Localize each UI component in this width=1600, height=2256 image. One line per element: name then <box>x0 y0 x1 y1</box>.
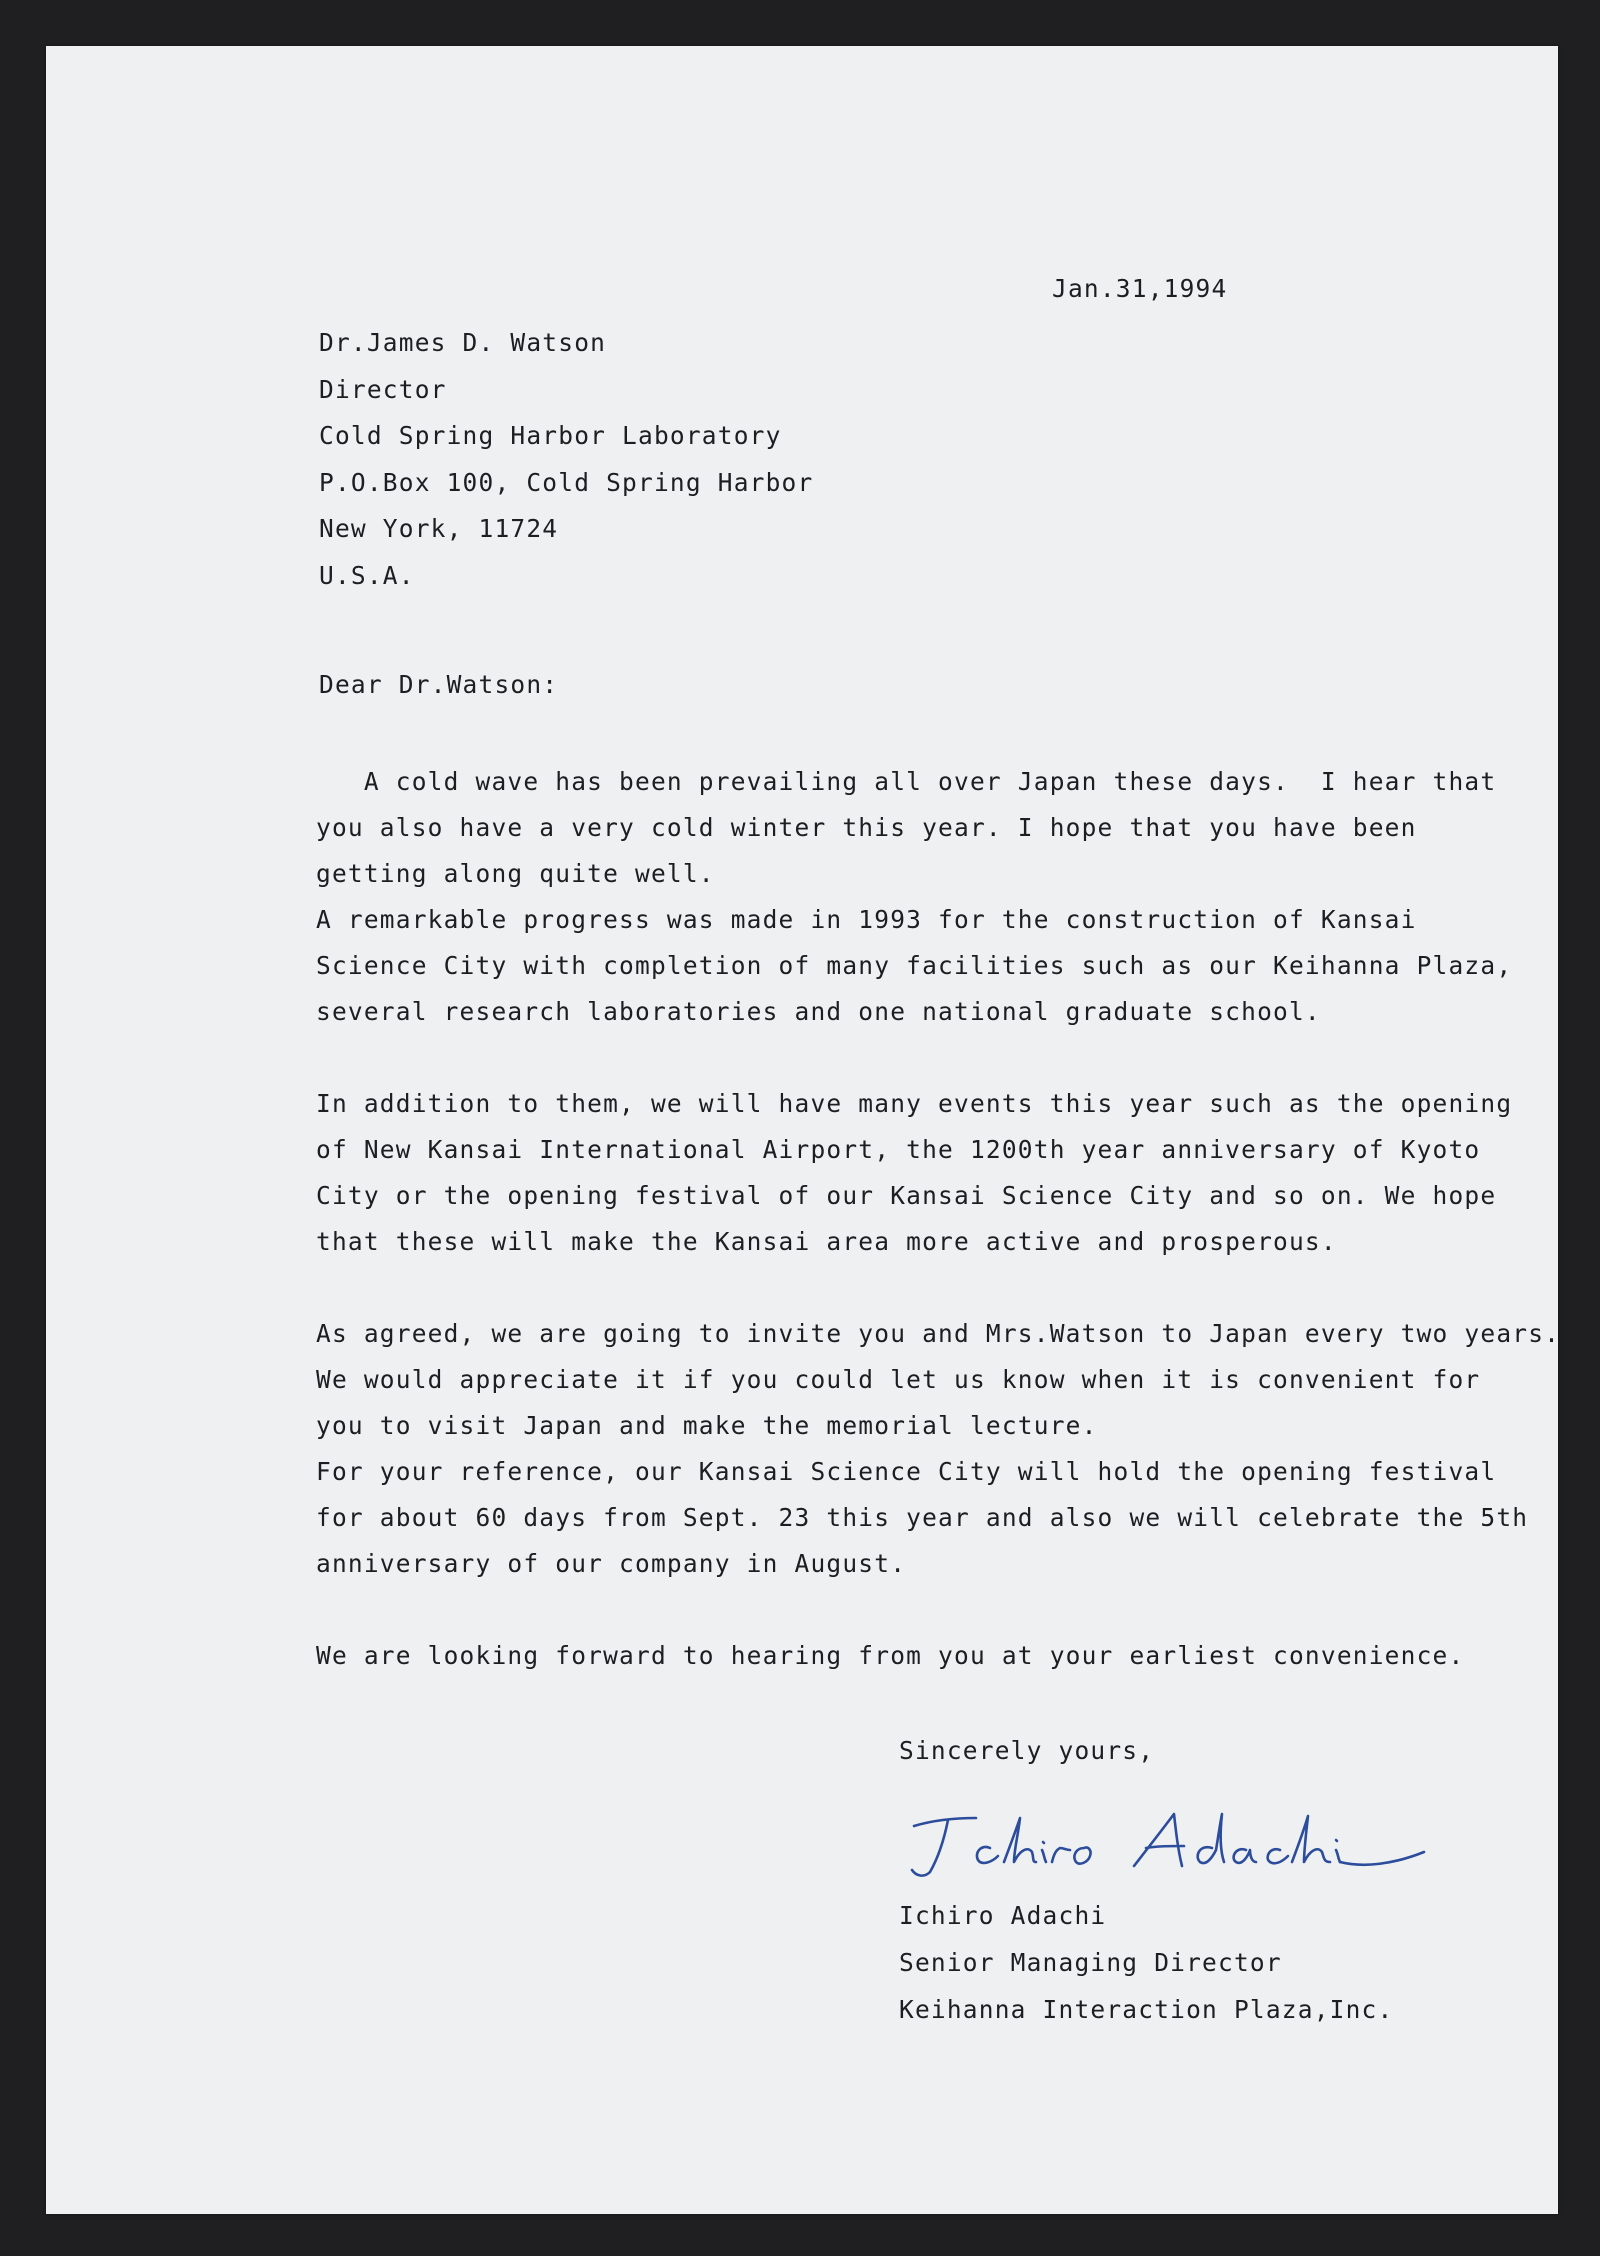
body-line: several research laboratories and one national graduate school. <box>316 997 1321 1026</box>
handwritten-signature <box>894 1802 1454 1892</box>
body-line: that these will make the Kansai area more active and prosperous. <box>316 1227 1337 1256</box>
signatory-company: Keihanna Interaction Plaza,Inc. <box>899 1995 1394 2024</box>
recipient-line: New York, 11724 <box>319 514 559 543</box>
letter-body <box>316 759 1560 1725</box>
recipient-address <box>319 320 813 599</box>
letter-date: Jan.31,1994 <box>1052 274 1228 303</box>
body-line: A cold wave has been prevailing all over Japan these days. I hear that <box>316 767 1497 796</box>
closing: Sincerely yours, <box>899 1736 1155 1765</box>
letter-page <box>46 46 1561 2214</box>
body-line: getting along quite well. <box>316 859 715 888</box>
body-line: For your reference, our Kansai Science City will hold the opening festival <box>316 1457 1497 1486</box>
body-line: We are looking forward to hearing from you at your earliest convenience. <box>316 1641 1465 1670</box>
body-line: We would appreciate it if you could let us know when it is convenient for <box>316 1365 1481 1394</box>
body-line: for about 60 days from Sept. 23 this year and also we will celebrate the 5th <box>316 1503 1529 1532</box>
recipient-line: Dr.James D. Watson <box>319 328 607 357</box>
salutation: Dear Dr.Watson: <box>319 670 559 699</box>
recipient-line: Director <box>319 374 447 404</box>
signatory-title: Senior Managing Director <box>899 1948 1282 1977</box>
body-line: you also have a very cold winter this year. I hope that you have been <box>316 813 1417 842</box>
paragraph <box>316 1311 1560 1587</box>
paragraph <box>316 1081 1560 1265</box>
body-line: In addition to them, we will have many events this year such as the opening <box>316 1089 1513 1118</box>
recipient-line: Cold Spring Harbor Laboratory <box>319 421 782 450</box>
body-line: Science City with completion of many facilities such as our Keihanna Plaza, <box>316 951 1513 980</box>
body-line: As agreed, we are going to invite you and Mrs.Watson to Japan every two years. <box>316 1319 1561 1348</box>
body-line: A remarkable progress was made in 1993 for the construction of Kansai <box>316 905 1417 934</box>
paragraph <box>316 759 1560 1035</box>
body-line: anniversary of our company in August. <box>316 1549 907 1578</box>
body-line: you to visit Japan and make the memorial lecture. <box>316 1411 1098 1440</box>
body-line: City or the opening festival of our Kansai Science City and so on. We hope <box>316 1181 1497 1210</box>
recipient-line: U.S.A. <box>319 560 415 590</box>
signatory-name: Ichiro Adachi <box>899 1901 1107 1930</box>
body-line: of New Kansai International Airport, the 1200th year anniversary of Kyoto <box>316 1135 1481 1164</box>
recipient-line: P.O.Box 100, Cold Spring Harbor <box>319 467 814 497</box>
paragraph <box>316 1633 1560 1679</box>
signature-block <box>899 1892 1393 2033</box>
